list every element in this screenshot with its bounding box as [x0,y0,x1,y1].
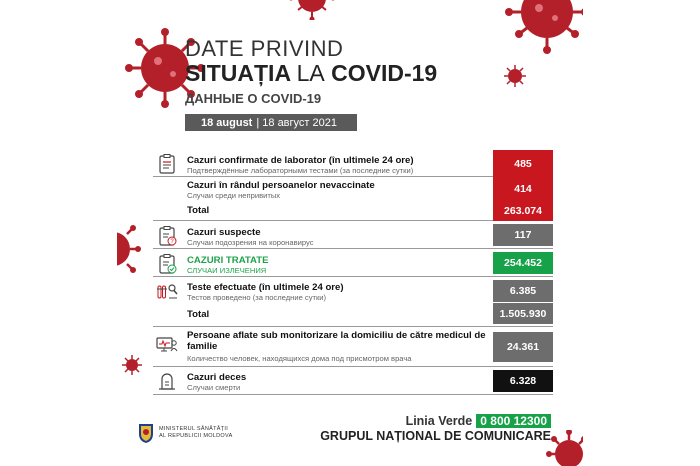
hotline-block [320,414,551,443]
stat-row-recovered [153,249,553,277]
stat-label: CAZURI TRATATE СЛУЧАИ ИЗЛЕЧЕНИЯ [187,255,269,275]
svg-text:?: ? [170,239,174,246]
stat-row-confirmed-total [153,200,553,221]
stat-row-deaths [153,367,553,395]
stat-value-deaths: 6.328 [493,370,553,392]
date-romanian: 18 august [201,116,253,129]
virus-mid-left-icon [117,222,141,276]
title-line-2 [185,60,437,87]
monitor-icon [156,334,178,356]
stat-label: Cazuri suspecte Случаи подозрения на коронавирус [187,227,314,247]
clipboard-icon [156,153,178,175]
communication-group: GRUPUL NAȚIONAL DE COMUNICARE [320,429,551,443]
tombstone-icon [156,371,178,393]
date-russian: | 18 август 2021 [256,116,337,129]
stat-label: Total [187,205,210,216]
stat-value-suspected: 117 [493,224,553,246]
stat-value-unvaccinated: 414 [493,177,553,200]
stat-row-confirmed [153,150,553,177]
coat-of-arms-icon [137,422,155,444]
stat-row-tests-total [153,303,553,327]
test-tube-icon [156,280,178,302]
stat-row-tests [153,277,553,303]
hotline-number: 0 800 12300 [476,414,551,428]
title-situatia: SITUAȚIA [185,60,291,86]
stat-label: Cazuri în rândul persoanelor nevaccinate Случаи среди непривитых [187,180,375,200]
stat-label: Teste efectuate (în ultimele 24 ore) Тестов проведено (за последние сутки) [187,282,344,302]
clipboard-question-icon [156,225,178,247]
stat-value-home-monitoring: 24.361 [493,332,553,362]
title-russian: ДАННЫЕ О COVID-19 [185,91,322,106]
stat-label: Cazuri confirmate de laborator (în ultimele 24 ore) Подтверждённые лабораторными тестами (за последние сутки) [187,155,414,175]
virus-small-left-icon [121,354,143,376]
title-la: LA [296,60,325,86]
ministry-name-line1: MINISTERUL SĂNĂTĂȚII [159,426,229,432]
hotline-label: Linia Verde [405,414,473,428]
stat-value-tests: 6.385 [493,280,553,302]
stat-value-tests-total: 1.505.930 [493,303,553,324]
virus-top-right-icon [497,0,583,56]
ministry-logo [137,422,233,444]
clipboard-check-icon [156,253,178,275]
title-block [185,36,437,106]
stat-row-unvaccinated [153,177,553,200]
stat-value-recovered: 254.452 [493,252,553,274]
title-line-1: DATE PRIVIND [185,36,344,61]
stat-value-confirmed: 485 [493,150,553,177]
stat-row-home-monitoring [153,327,553,367]
stat-value-confirmed-total: 263.074 [493,200,553,221]
virus-top-center-icon [289,0,335,20]
virus-small-right-icon [503,64,527,88]
title-covid: COVID-19 [331,60,438,86]
infographic-page [117,0,583,466]
stat-label: Persoane aflate sub monitorizare la domiciliu de către medicul de familie Количество человек, находящихся дома под присмотром врача [187,330,486,363]
stats-table [153,150,553,395]
ministry-name-line2: AL REPUBLICII MOLDOVA [159,433,233,439]
stat-label: Cazuri deces Случаи смерти [187,372,247,392]
date-bar [185,114,357,131]
stat-label: Total [187,309,210,320]
stat-row-suspected [153,221,553,249]
